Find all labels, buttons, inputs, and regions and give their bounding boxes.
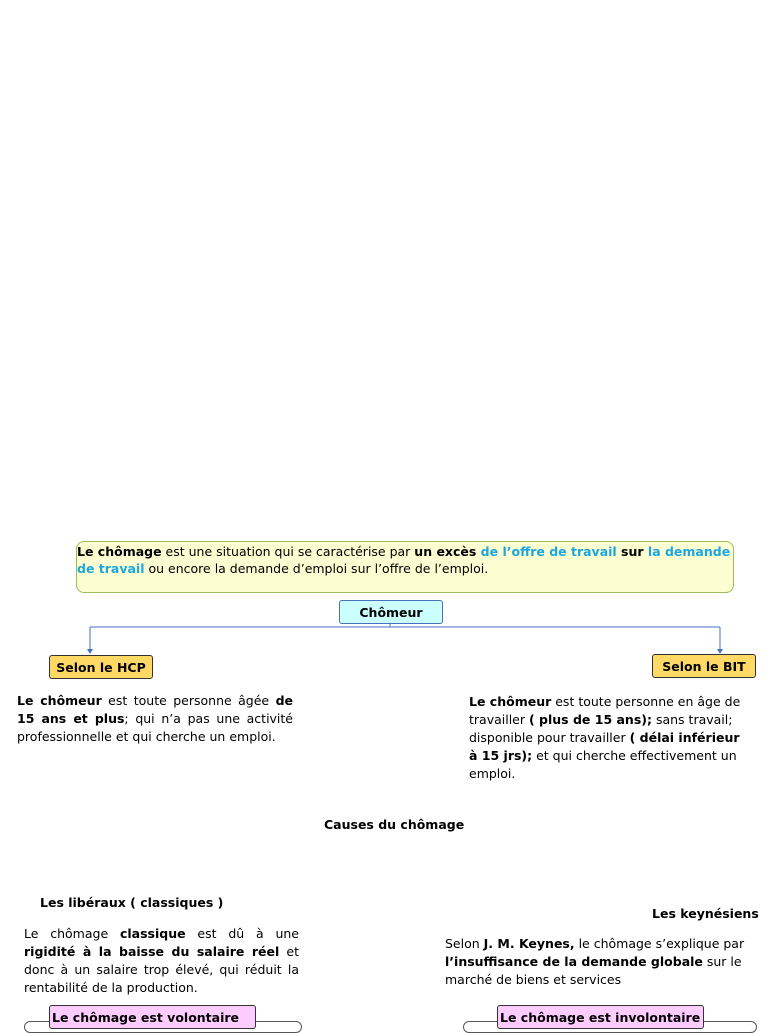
hcp-age: de 15 ans et plus — [17, 693, 293, 726]
keynesiens-text-3: sur le marché de biens et services — [445, 954, 742, 987]
hcp-definition — [17, 692, 293, 746]
definition-text: est une situation qui se caractérise par — [161, 544, 415, 559]
definition-rest: ou encore la demande d’emploi sur l’offre de l’emploi. — [144, 561, 489, 576]
volontaire-label: Le chômage est volontaire — [52, 1009, 240, 1025]
keynesiens-author: J. M. Keynes, — [483, 936, 575, 951]
chomeur-label: Chômeur — [359, 604, 423, 620]
bit-delay: ( délai inférieur à 15 jrs); — [469, 730, 740, 763]
liberaux-text-2: est dû à une — [185, 926, 299, 941]
definition-demand: la demande de travail — [77, 544, 731, 576]
keynesiens-explanation — [445, 935, 747, 989]
keynesiens-text-2: le chômage s’explique par — [574, 936, 745, 951]
hcp-label: Selon le HCP — [56, 659, 146, 675]
causes-title: Causes du chômage — [324, 817, 465, 832]
liberaux-heading: Les libéraux ( classiques ) — [40, 895, 224, 910]
bit-term: Le chômeur — [469, 694, 552, 709]
bit-text-3: et qui cherche effectivement un emploi. — [469, 748, 737, 781]
bit-definition — [469, 693, 749, 783]
liberaux-classic: classique — [119, 926, 186, 941]
definition-excess: un excès — [414, 544, 477, 559]
hcp-box — [49, 655, 153, 679]
bit-text-1: est toute personne en âge de travailler — [469, 694, 741, 727]
keynesiens-text-1: Selon — [445, 936, 484, 951]
chomeur-box — [339, 600, 443, 624]
bit-label: Selon le BIT — [662, 658, 746, 674]
keynesiens-demand: l’insuffisance de la demande globale — [445, 954, 703, 969]
bit-age: ( plus de 15 ans); — [528, 712, 652, 727]
definition-offer: de l’offre de travail — [476, 544, 617, 559]
involontaire-box — [497, 1005, 704, 1029]
bit-text-2: sans travail; disponible pour travailler — [469, 712, 733, 745]
liberaux-text-3: et donc à un salaire trop élevé, qui réduit la rentabilité de la production. — [24, 944, 299, 995]
hcp-term: Le chômeur — [17, 693, 102, 708]
volontaire-box — [49, 1005, 256, 1029]
liberaux-rigidity: rigidité à la baisse du salaire réel — [24, 944, 280, 959]
bit-box — [652, 654, 756, 678]
hcp-text-1: est toute personne âgée — [101, 693, 276, 708]
liberaux-explanation — [24, 925, 299, 997]
keynesiens-heading: Les keynésiens — [652, 906, 759, 921]
definition-over: sur — [616, 544, 644, 559]
definition-term: Le chômage — [77, 544, 162, 559]
hcp-text-2: ; qui n’a pas une activité professionnelle et qui cherche un emploi. — [17, 711, 293, 744]
involontaire-label: Le chômage est involontaire — [500, 1009, 701, 1025]
liberaux-text-1: Le chômage — [24, 926, 120, 941]
